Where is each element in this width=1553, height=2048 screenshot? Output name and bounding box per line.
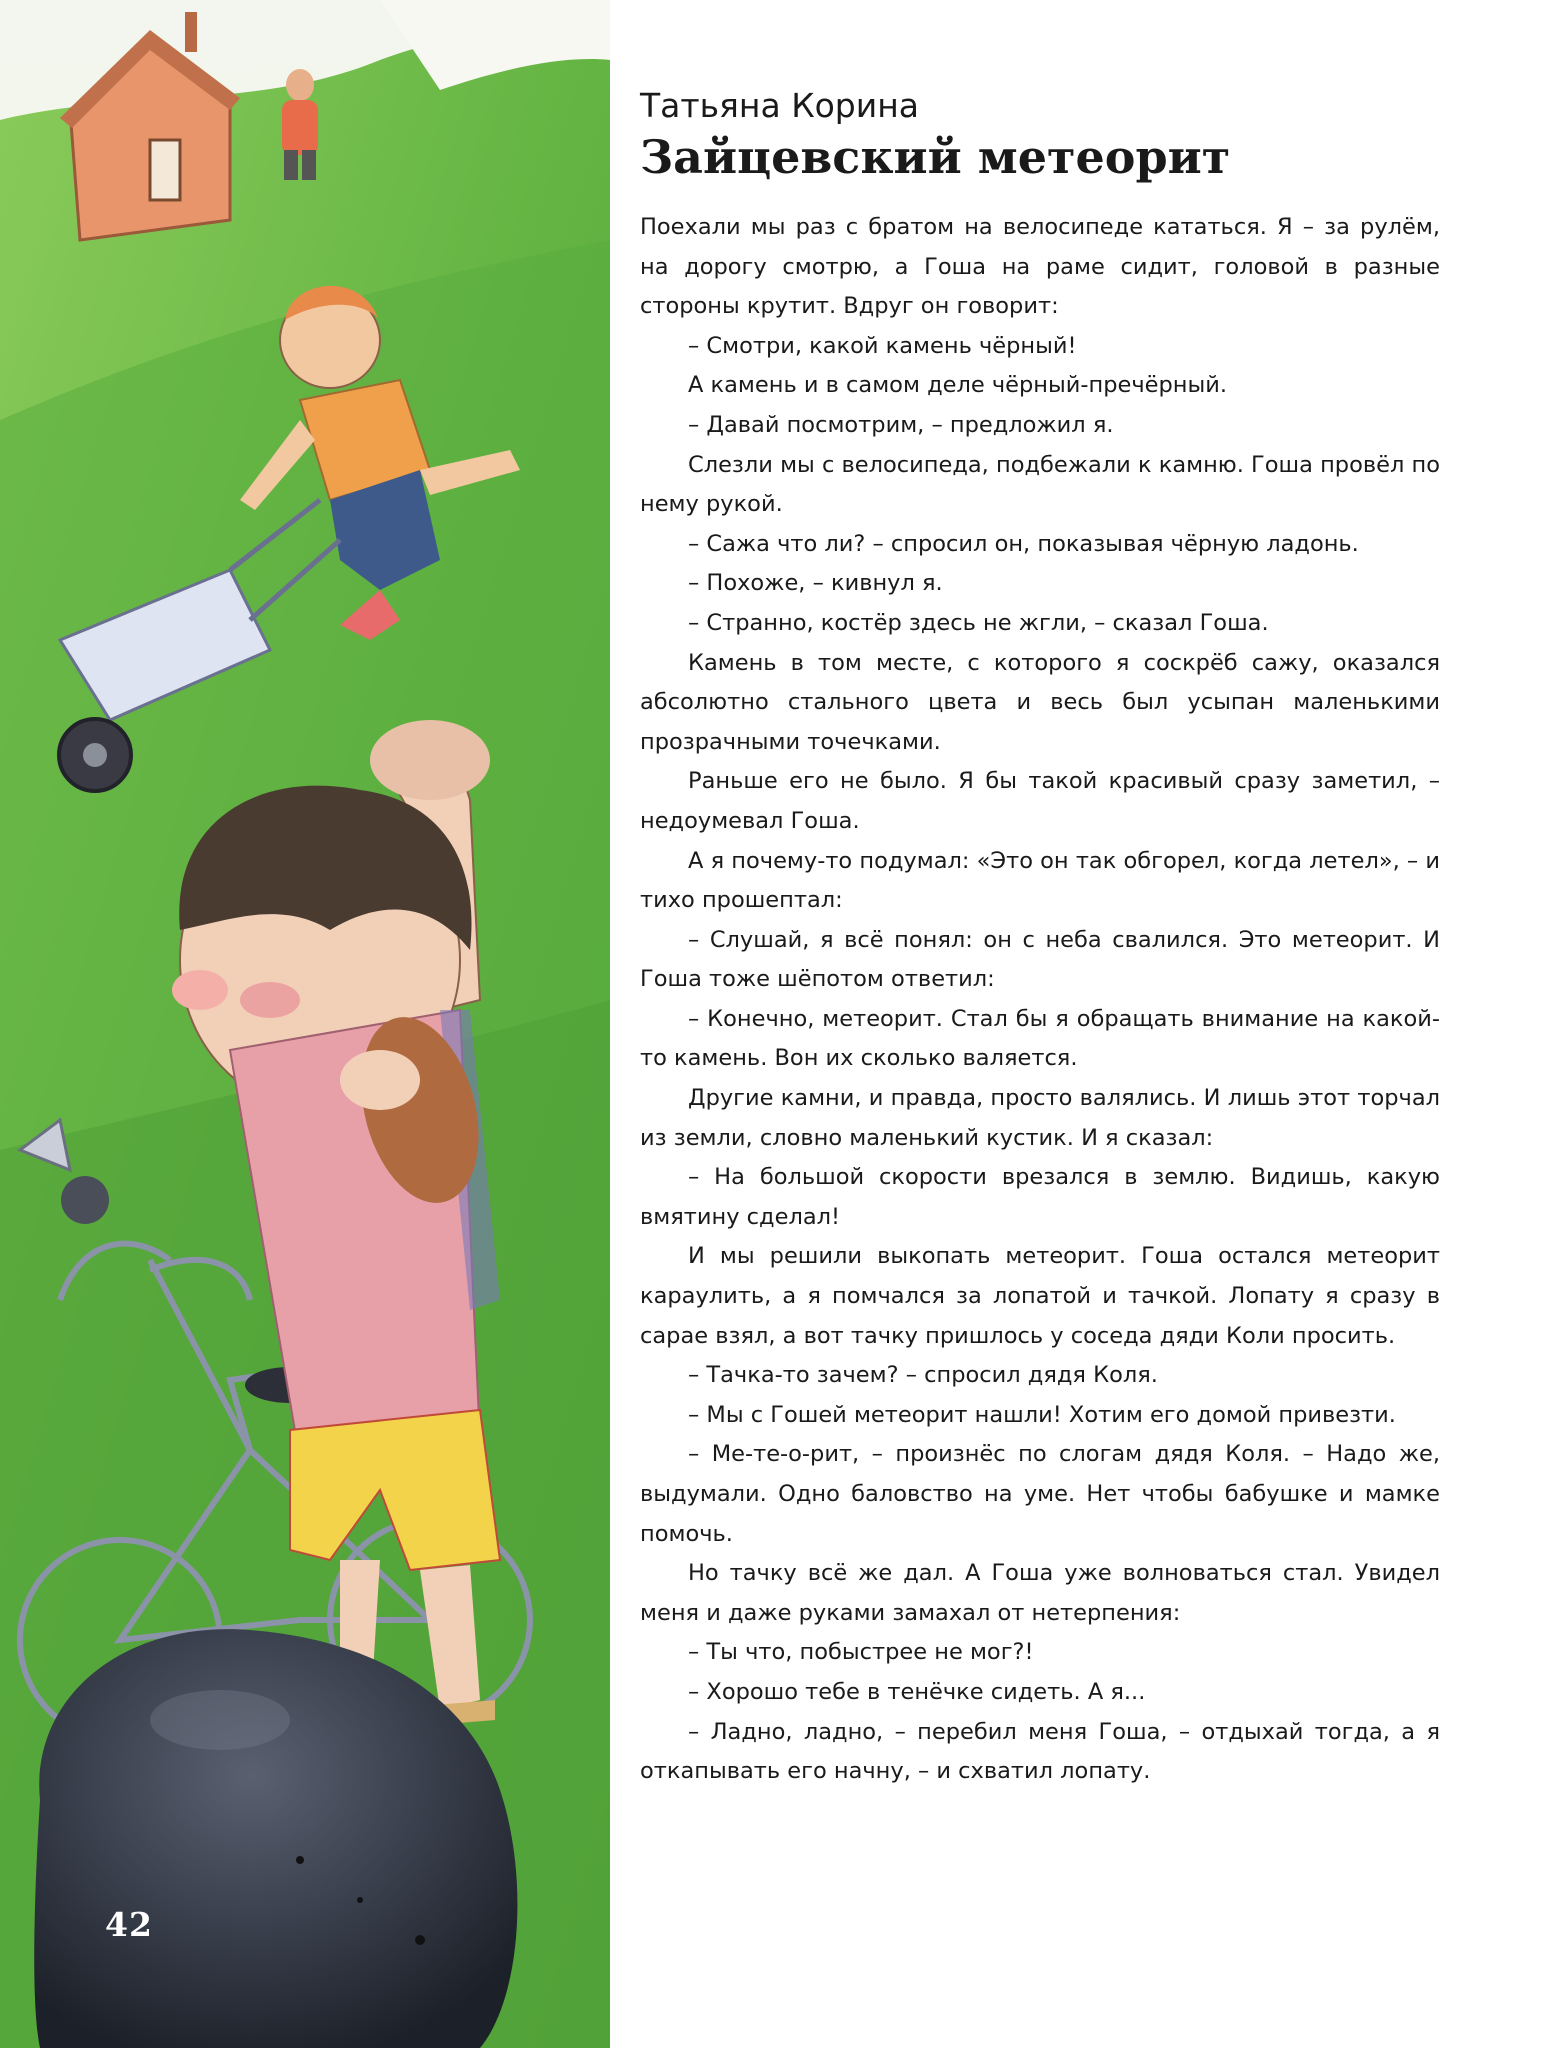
story-paragraph: И мы решили выкопать метеорит. Гоша остался метеорит караулить, а я помчался за лопатой и тачкой. Лопату я сразу в сарае взял, а вот тачку пришлось у соседа дяди Коли просить. — [640, 1243, 1440, 1349]
story-paragraph: – Тачка-то зачем? – спросил дядя Коля. — [688, 1362, 1158, 1389]
story-paragraph: – Ты что, побыстрее не мог?! — [688, 1639, 1034, 1666]
watercolor-illustration — [0, 0, 610, 2048]
story-paragraph: – Давай посмотрим, – предложил я. — [688, 411, 1114, 438]
story-paragraph: – Хорошо тебе в тенёчке сидеть. А я... — [688, 1678, 1146, 1705]
page-number: 42 — [105, 1905, 153, 1944]
story-paragraph: – Слушай, я всё понял: он с неба свалился. Это метеорит. И Гоша тоже шёпотом ответил: — [640, 926, 1440, 993]
story-paragraph: А я почему-то подумал: «Это он так обгорел, когда летел», – и тихо прошептал: — [640, 847, 1440, 914]
story-illustration — [0, 0, 610, 2048]
story-paragraph: – Похоже, – кивнул я. — [688, 570, 943, 597]
article — [640, 86, 1440, 1792]
story-title: Зайцевский метеорит — [640, 130, 1231, 184]
story-paragraph: – Смотри, какой камень чёрный! — [688, 332, 1077, 359]
story-paragraph: – Мы с Гошей метеорит нашли! Хотим его домой привезти. — [688, 1401, 1396, 1428]
story-paragraph: – Ладно, ладно, – перебил меня Гоша, – отдыхай тогда, а я откапывать его начну, – и схватил лопату. — [640, 1718, 1440, 1785]
story-paragraph: А камень и в самом деле чёрный-пречёрный. — [688, 372, 1227, 399]
story-paragraph: – Сажа что ли? – спросил он, показывая чёрную ладонь. — [688, 530, 1359, 557]
author-name: Татьяна Корина — [640, 86, 920, 125]
story-paragraph: Поехали мы раз с братом на велосипеде кататься. Я – за рулём, на дорогу смотрю, а Гоша на раме сидит, головой в разные стороны крутит. Вдруг он говорит: — [640, 214, 1440, 320]
story-paragraph: – Странно, костёр здесь не жгли, – сказал Гоша. — [688, 609, 1269, 636]
story-paragraph: Другие камни, и правда, просто валялись. И лишь этот торчал из земли, словно маленький кустик. И я сказал: — [640, 1085, 1440, 1151]
story-paragraph: – На большой скорости врезался в землю. Видишь, какую вмятину сделал! — [640, 1164, 1440, 1230]
story-paragraph: Но тачку всё же дал. А Гоша уже волноваться стал. Увидел меня и даже руками замахал от нетерпения: — [640, 1560, 1440, 1626]
story-paragraph: Раньше его не было. Я бы такой красивый сразу заметил, – недоумевал Гоша. — [640, 768, 1440, 834]
story-paragraph: – Ме-те-о-рит, – произнёс по слогам дядя Коля. – Надо же, выдумали. Одно баловство на уме. Нет чтобы бабушке и мамке помочь. — [640, 1441, 1440, 1547]
story-paragraph: Камень в том месте, с которого я соскрёб сажу, оказался абсолютно стального цвета и весь был усыпан маленькими прозрачными точечками. — [640, 649, 1440, 755]
story-paragraph: – Конечно, метеорит. Стал бы я обращать внимание на какой-то камень. Вон их сколько валяется. — [640, 1005, 1440, 1072]
story-paragraph: Слезли мы с велосипеда, подбежали к камню. Гоша провёл по нему рукой. — [640, 451, 1440, 518]
story-text — [640, 208, 1440, 1792]
